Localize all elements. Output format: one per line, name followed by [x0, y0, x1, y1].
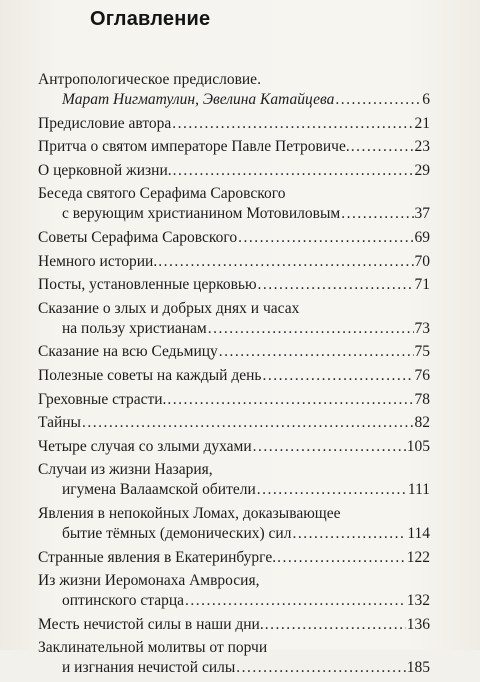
toc-leader-dots — [258, 275, 414, 295]
toc-entry — [38, 571, 430, 611]
toc-entry-line — [38, 114, 430, 134]
toc-leader-dots — [82, 413, 414, 433]
toc-entry — [38, 548, 430, 568]
toc-entry-text: Притча о святом императоре Павле Петровиче. — [38, 138, 350, 156]
toc-page-number: 82 — [414, 414, 430, 432]
toc-leader-dots — [335, 90, 421, 110]
toc-entry — [38, 638, 430, 678]
toc-entry-line — [38, 319, 430, 339]
toc-entry-line — [38, 342, 430, 362]
toc-entry — [38, 437, 430, 457]
toc-entry-text: Советы Серафима Саровского — [38, 228, 238, 246]
toc-entry — [38, 184, 430, 224]
toc-leader-dots — [172, 114, 413, 134]
toc-entry-line — [38, 615, 430, 635]
toc-entry-line — [38, 390, 430, 410]
toc-entry-line — [38, 228, 430, 248]
toc-entry-text: Четыре случая со злыми духами — [38, 437, 252, 455]
toc-entry-text: Тайны — [38, 414, 81, 432]
toc-entry — [38, 299, 430, 339]
page-title: Оглавление — [90, 8, 211, 30]
toc-entry-line — [38, 480, 430, 500]
toc-page-number: 21 — [414, 114, 430, 132]
toc-entry-line — [38, 90, 430, 110]
toc-entry-text: с верующим христианином Мотовиловым — [62, 205, 341, 223]
toc-entry-line — [38, 299, 430, 319]
toc-entry — [38, 275, 430, 295]
toc-entry-text: Беседа святого Серафима Саровского — [38, 185, 286, 203]
toc-entry-line — [38, 252, 430, 272]
toc-page-number: 71 — [414, 276, 430, 294]
toc-entry-text: Антропологическое предисловие. — [38, 71, 261, 88]
toc-entry-line — [38, 413, 430, 433]
toc-page-number: 185 — [406, 659, 430, 677]
toc-entry-text: Предисловие автора — [38, 114, 172, 132]
toc-entry-line — [38, 460, 430, 480]
toc-entry-line — [38, 504, 430, 524]
toc-entry-line — [38, 591, 430, 611]
toc-leader-dots — [236, 658, 405, 678]
toc-entry — [38, 390, 430, 410]
toc-entry-text: Марат Нигматулин, Эвелина Катайцева — [62, 91, 335, 108]
toc-entry-text: оптинского старца — [62, 592, 185, 610]
toc-entry-line — [38, 161, 430, 181]
toc-entry-text: и изгнания нечистой силы — [62, 659, 236, 677]
toc-leader-dots — [265, 615, 406, 635]
toc-entry — [38, 366, 430, 386]
toc-entry-line — [38, 571, 430, 591]
toc-entry — [38, 504, 430, 544]
toc-entry-line — [38, 658, 430, 678]
toc-entry-text: Странные явления в Екатеринбурге. — [38, 548, 277, 566]
toc-entry-text: Греховные страсти. — [38, 390, 167, 408]
toc-page-number: 114 — [407, 524, 430, 542]
toc-page-number: 6 — [422, 91, 430, 108]
table-of-contents — [38, 70, 430, 682]
toc-entry-text: Сказание на всю Седьмицу — [38, 343, 218, 361]
toc-entry-line — [38, 70, 430, 90]
toc-entry-text: на пользу христианам — [62, 319, 207, 337]
toc-entry-line — [38, 204, 430, 224]
toc-entry-text: Немного истории. — [38, 252, 158, 270]
toc-page-number: 122 — [406, 548, 430, 566]
toc-leader-dots — [167, 390, 413, 410]
toc-leader-dots — [257, 480, 407, 500]
toc-page-number: 132 — [406, 592, 430, 610]
toc-page-number: 73 — [414, 319, 430, 337]
toc-page-number: 105 — [406, 437, 430, 455]
toc-page-number: 70 — [414, 252, 430, 270]
toc-entry — [38, 413, 430, 433]
toc-entry-line — [38, 366, 430, 386]
toc-page-number: 111 — [407, 481, 430, 499]
toc-page-number: 69 — [414, 228, 430, 246]
toc-entry-text: Из жизни Иеромонаха Амвросия, — [38, 572, 260, 590]
toc-entry — [38, 161, 430, 181]
toc-leader-dots — [219, 342, 414, 362]
toc-page-number: 75 — [414, 343, 430, 361]
toc-leader-dots — [341, 204, 413, 224]
toc-entry-line — [38, 275, 430, 295]
toc-leader-dots — [292, 524, 406, 544]
toc-leader-dots — [238, 228, 413, 248]
toc-leader-dots — [277, 548, 406, 568]
toc-entry — [38, 70, 430, 110]
toc-entry-text: игумена Валаамской обители — [62, 481, 256, 499]
toc-entry-line — [38, 638, 430, 658]
toc-entry-text: Посты, установленные церковью — [38, 276, 257, 294]
toc-entry-line — [38, 437, 430, 457]
toc-page-number: 23 — [414, 138, 430, 156]
toc-entry — [38, 615, 430, 635]
toc-entry-line — [38, 548, 430, 568]
toc-entry-text: Месть нечистой силы в наши дни. — [38, 615, 264, 633]
toc-entry — [38, 228, 430, 248]
toc-entry-line — [38, 184, 430, 204]
toc-page-number: 29 — [414, 161, 430, 179]
toc-entry-text: Полезные советы на каждый день — [38, 366, 262, 384]
toc-page-number: 37 — [414, 205, 430, 223]
toc-entry-text: бытие тёмных (демонических) сил — [62, 524, 292, 542]
toc-entry-line — [38, 137, 430, 157]
toc-leader-dots — [253, 437, 406, 457]
toc-page-number: 76 — [414, 366, 430, 384]
toc-leader-dots — [351, 137, 414, 157]
toc-entry — [38, 114, 430, 134]
toc-entry-text: Сказание о злых и добрых днях и часах — [38, 299, 300, 317]
toc-entry — [38, 252, 430, 272]
toc-entry — [38, 137, 430, 157]
toc-entry-text: Случаи из жизни Назария, — [38, 461, 213, 479]
toc-entry-line — [38, 524, 430, 544]
toc-entry-text: Заклинательной молитвы от порчи — [38, 639, 268, 657]
toc-page-number: 78 — [414, 390, 430, 408]
toc-leader-dots — [262, 366, 413, 386]
toc-leader-dots — [173, 161, 414, 181]
toc-entry — [38, 460, 430, 500]
toc-entry-text: Явления в непокойных Ломах, доказывающее — [38, 504, 341, 522]
toc-leader-dots — [185, 591, 406, 611]
toc-leader-dots — [158, 252, 413, 272]
toc-entry — [38, 342, 430, 362]
toc-entry-text: О церковной жизни. — [38, 161, 172, 179]
toc-leader-dots — [208, 319, 414, 339]
toc-page-number: 136 — [406, 615, 430, 633]
